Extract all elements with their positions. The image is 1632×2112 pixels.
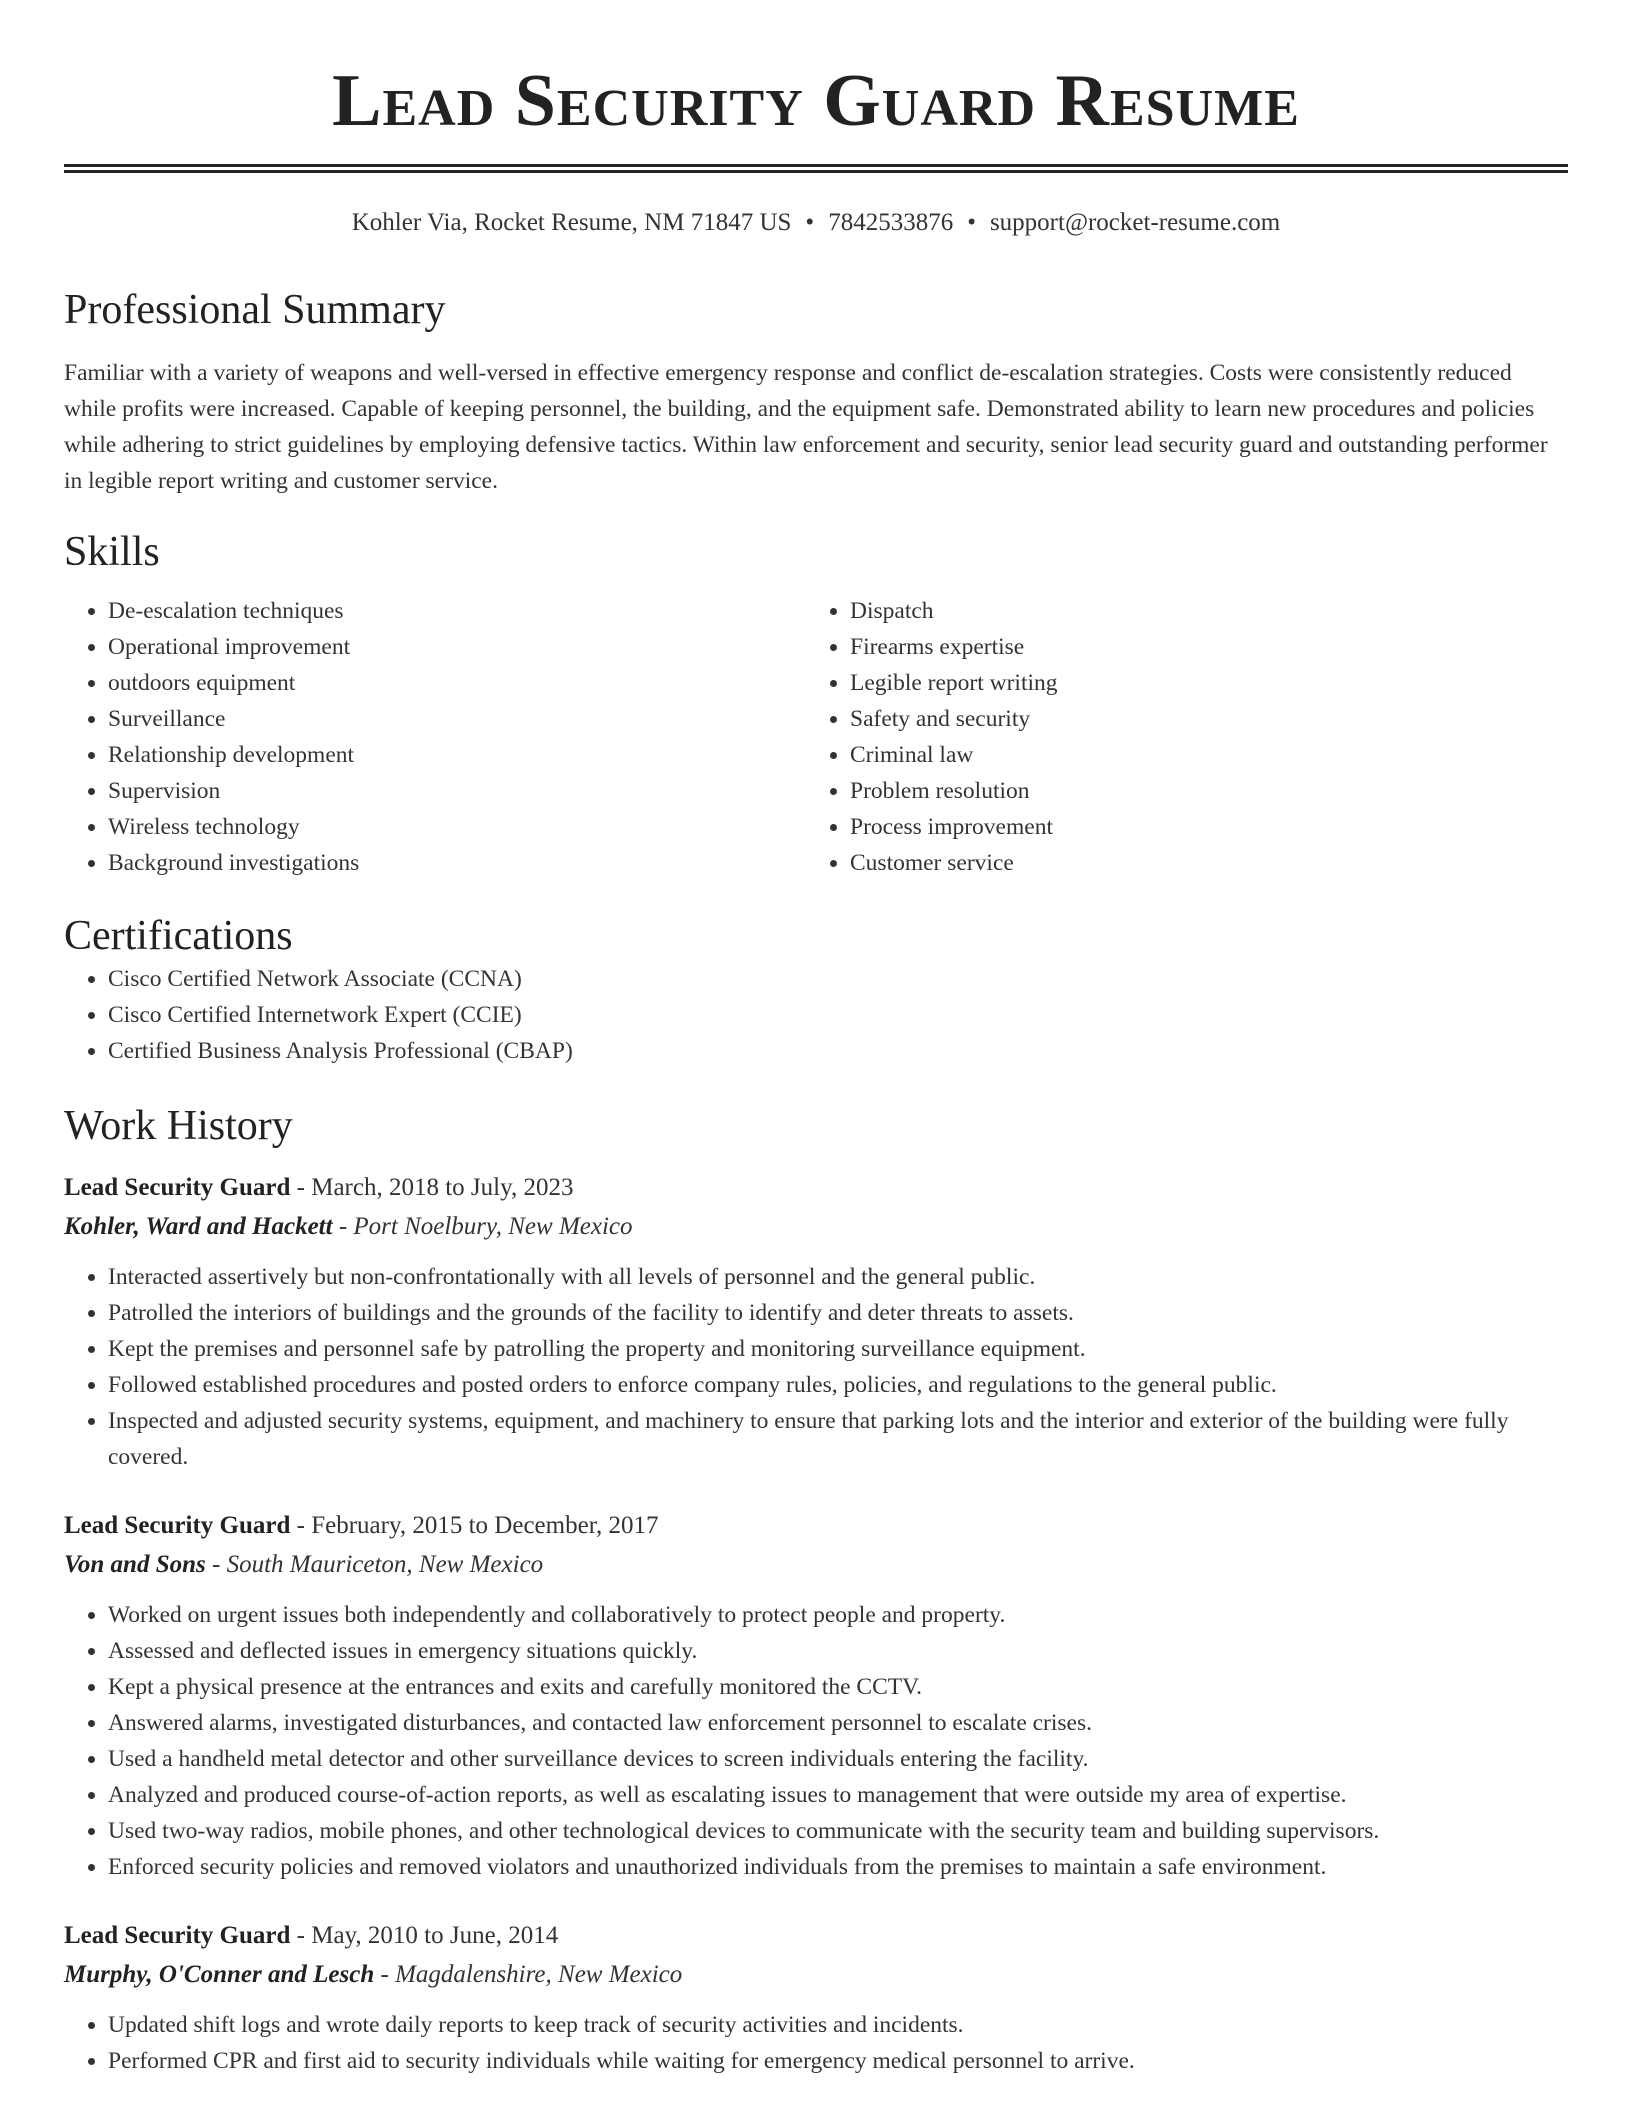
contact-separator: • bbox=[967, 209, 976, 236]
skill-item: • Firearms expertise bbox=[850, 629, 1548, 665]
job-company: Von and Sons bbox=[64, 1551, 206, 1578]
skills-section bbox=[64, 527, 1568, 881]
skill-item: • Surveillance bbox=[108, 701, 806, 737]
job-company: Kohler, Ward and Hackett bbox=[64, 1213, 333, 1240]
job-company-line: Von and Sons - South Mauriceton, New Mexico bbox=[64, 1551, 544, 1578]
page-title: Lead Security Guard Resume bbox=[332, 60, 1300, 142]
job-duties-list bbox=[64, 1259, 1568, 1475]
job-dates: May, 2010 to June, 2014 bbox=[311, 1922, 559, 1949]
skill-item: • Process improvement bbox=[850, 809, 1548, 845]
skill-item: • Supervision bbox=[108, 773, 806, 809]
job-duties-list bbox=[64, 1597, 1568, 1885]
skill-item: • Criminal law bbox=[850, 737, 1548, 773]
job-location: Magdalenshire, New Mexico bbox=[395, 1961, 683, 1988]
skill-item: • Dispatch bbox=[850, 593, 1548, 629]
job-duty: • Performed CPR and first aid to security individuals while waiting for emergency medical personnel to arrive. bbox=[108, 2043, 1568, 2079]
job-entry bbox=[64, 1169, 1568, 1475]
skill-item: • De-escalation techniques bbox=[108, 593, 806, 629]
skill-item: • Legible report writing bbox=[850, 665, 1548, 701]
job-duty: • Enforced security policies and removed violators and unauthorized individuals from the premises to maintain a safe environment. bbox=[108, 1849, 1568, 1885]
skill-item: • Safety and security bbox=[850, 701, 1548, 737]
skill-item: • Operational improvement bbox=[108, 629, 806, 665]
job-location: South Mauriceton, New Mexico bbox=[226, 1551, 544, 1578]
job-dates: February, 2015 to December, 2017 bbox=[311, 1512, 659, 1539]
certification-item: • Cisco Certified Internetwork Expert (CCIE) bbox=[108, 997, 1568, 1033]
job-title-line: Lead Security Guard - May, 2010 to June, 2014 bbox=[64, 1922, 559, 1949]
skill-item: • Relationship development bbox=[108, 737, 806, 773]
job-company-line: Kohler, Ward and Hackett - Port Noelbury, New Mexico bbox=[64, 1213, 633, 1240]
job-duty: • Interacted assertively but non-confrontationally with all levels of personnel and the general public. bbox=[108, 1259, 1568, 1295]
job-duty: • Used two-way radios, mobile phones, and other technological devices to communicate with the security team and building supervisors. bbox=[108, 1813, 1568, 1849]
skills-grid bbox=[64, 593, 1568, 881]
certifications-heading: Certifications bbox=[64, 913, 293, 959]
summary-text: Familiar with a variety of weapons and well-versed in effective emergency response and conflict de-escalation strategies. Costs were consistently reduced while profits were increased. Capable of keeping personnel, the building, and the equipment safe. Demonstrated ability to learn new procedures and policies while adhering to strict guidelines by employing defensive tactics. Within law enforcement and security, senior lead security guard and outstanding performer in legible report writing and customer service. bbox=[64, 360, 1548, 494]
job-duty: • Patrolled the interiors of buildings and the grounds of the facility to identify and deter threats to assets. bbox=[108, 1295, 1568, 1331]
skill-item: • Customer service bbox=[850, 845, 1548, 881]
job-duty: • Answered alarms, investigated disturbances, and contacted law enforcement personnel to escalate crises. bbox=[108, 1705, 1568, 1741]
skills-heading: Skills bbox=[64, 529, 160, 575]
certification-item: • Cisco Certified Network Associate (CCNA) bbox=[108, 961, 1568, 997]
work-history-heading: Work History bbox=[64, 1103, 293, 1149]
work-history-section bbox=[64, 1101, 1568, 2079]
certifications-list bbox=[64, 961, 1568, 1069]
job-duties-list bbox=[64, 2007, 1568, 2079]
job-duty: • Followed established procedures and posted orders to enforce company rules, policies, and regulations to the general public. bbox=[108, 1367, 1568, 1403]
job-entry bbox=[64, 1507, 1568, 1885]
job-duty: • Updated shift logs and wrote daily reports to keep track of security activities and incidents. bbox=[108, 2007, 1568, 2043]
skills-list-left bbox=[64, 593, 806, 881]
skill-item: • Wireless technology bbox=[108, 809, 806, 845]
summary-heading: Professional Summary bbox=[64, 287, 446, 333]
job-title: Lead Security Guard bbox=[64, 1174, 291, 1201]
job-title: Lead Security Guard bbox=[64, 1512, 291, 1539]
contact-line bbox=[64, 207, 1568, 239]
certifications-section bbox=[64, 911, 1568, 1069]
job-title-line: Lead Security Guard - March, 2018 to July, 2023 bbox=[64, 1174, 574, 1201]
job-company: Murphy, O'Conner and Lesch bbox=[64, 1961, 375, 1988]
contact-separator: • bbox=[805, 209, 815, 236]
job-duty: • Kept the premises and personnel safe by patrolling the property and monitoring surveillance equipment. bbox=[108, 1331, 1568, 1367]
contact-email: support@rocket-resume.com bbox=[989, 209, 1281, 236]
job-duty: • Used a handheld metal detector and other surveillance devices to screen individuals entering the facility. bbox=[108, 1741, 1568, 1777]
skills-list-right bbox=[806, 593, 1548, 881]
summary-section bbox=[64, 285, 1568, 499]
job-duty: • Kept a physical presence at the entrances and exits and carefully monitored the CCTV. bbox=[108, 1669, 1568, 1705]
contact-phone: 7842533876 bbox=[828, 209, 954, 236]
skill-item: • Background investigations bbox=[108, 845, 806, 881]
job-entry bbox=[64, 1917, 1568, 2079]
skill-item: • outdoors equipment bbox=[108, 665, 806, 701]
job-duty: • Assessed and deflected issues in emergency situations quickly. bbox=[108, 1633, 1568, 1669]
job-company-line: Murphy, O'Conner and Lesch - Magdalenshire, New Mexico bbox=[64, 1961, 683, 1988]
skill-item: • Problem resolution bbox=[850, 773, 1548, 809]
job-title: Lead Security Guard bbox=[64, 1922, 291, 1949]
job-dates: March, 2018 to July, 2023 bbox=[311, 1174, 574, 1201]
job-duty: • Worked on urgent issues both independently and collaboratively to protect people and property. bbox=[108, 1597, 1568, 1633]
job-duty: • Inspected and adjusted security systems, equipment, and machinery to ensure that parking lots and the interior and exterior of the building were fully covered. bbox=[108, 1403, 1568, 1475]
job-duty: • Analyzed and produced course-of-action reports, as well as escalating issues to management that were outside my area of expertise. bbox=[108, 1777, 1568, 1813]
job-title-line: Lead Security Guard - February, 2015 to December, 2017 bbox=[64, 1512, 659, 1539]
title-divider bbox=[64, 164, 1568, 173]
contact-address: Kohler Via, Rocket Resume, NM 71847 US bbox=[351, 209, 792, 236]
job-location: Port Noelbury, New Mexico bbox=[353, 1213, 633, 1240]
certification-item: • Certified Business Analysis Professional (CBAP) bbox=[108, 1033, 1568, 1069]
